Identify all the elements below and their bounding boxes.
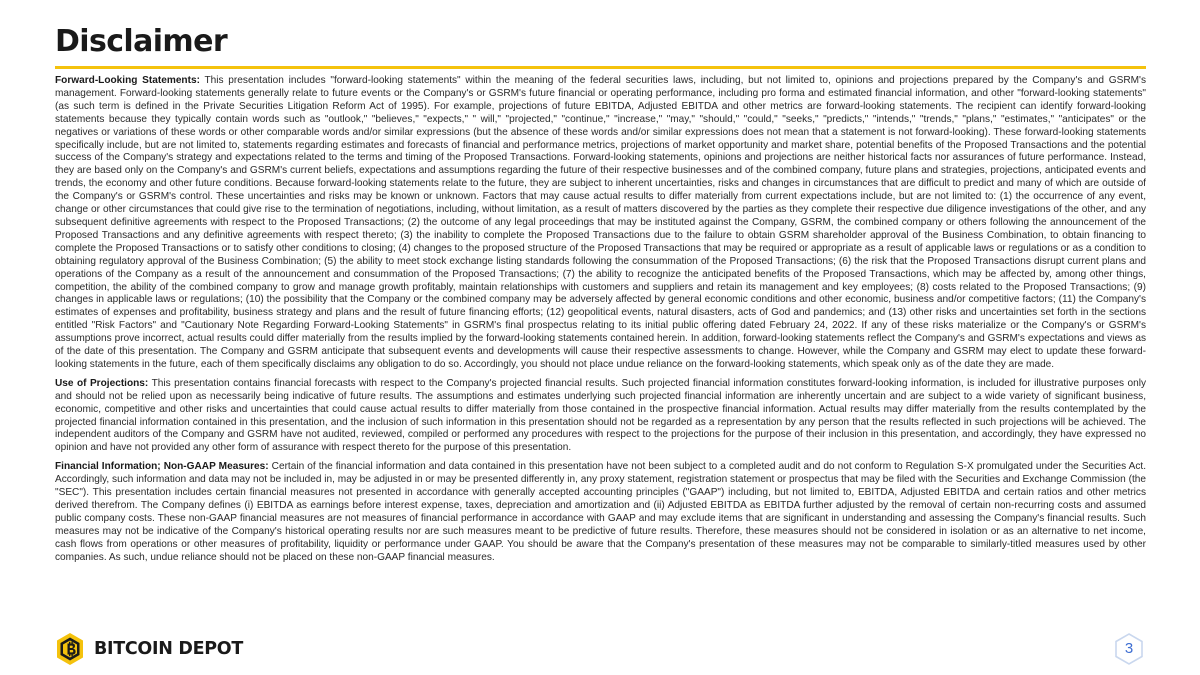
title-divider: [55, 66, 1146, 69]
section-heading: Use of Projections:: [55, 377, 149, 389]
disclaimer-body: [55, 75, 1146, 571]
page-title: Disclaimer: [55, 24, 228, 59]
bitcoin-depot-logo-icon: [55, 632, 85, 666]
non-gaap-paragraph: [55, 461, 1146, 564]
brand-name: BITCOIN DEPOT: [94, 639, 243, 659]
forward-looking-paragraph: [55, 75, 1146, 372]
page-number-badge: [1112, 632, 1146, 666]
section-text: Certain of the financial information and data contained in this presentation have not been subject to a completed audit and do not conform to Regulation S-X promulgated under the Securities Act. Accordingly, such information and data may not be included in, may be adjusted in or may be presented differently in, any proxy statement, registration statement or prospectus that may be filed with the Securities and Exchange Commission (the "SEC"). This presentation includes certain financial measures not presented in accordance with generally accepted accounting principles ("GAAP") including, but not limited to, EBITDA, Adjusted EBITDA and certain ratios and other metrics derived therefrom. The Company defines (i) EBITDA as earnings before interest expense, taxes, depreciation and amortization and (ii) Adjusted EBITDA as EBITDA further adjusted by the removal of certain non-recurring costs and assumed public company costs. These non-GAAP financial measures are not measures of financial performance in accordance with GAAP and may exclude items that are significant in understanding and assessing the Company's financial results. Such measures may not be indicative of the Company's historical operating results nor are such measures meant to be predictive of future results. Therefore, these measures should not be considered in isolation or as an alternative to net income, cash flows from operations or other measures of profitability, liquidity or performance under GAAP. You should be aware that the Company's presentation of these measures may not be comparable to similarly-titled measures used by other companies. As such, undue reliance should not be placed on these non-GAAP financial measures.: [55, 461, 1146, 563]
section-text: This presentation includes "forward-looking statements" within the meaning of the federal securities laws, including, but not limited to, opinions and projections prepared by the Company's and GSRM's management. Forward-looking statements generally relate to future events or the Company's or GSRM's future financial or operating performance, including pro forma and estimated financial information, and other "forward-looking statements" (as such term is defined in the Private Securities Litigation Reform Act of 1995). For example, projections of future EBITDA, Adjusted EBITDA and other metrics are forward-looking statements. The recipient can identify forward-looking statements because they typically contain words such as "outlook," "believes," "expects," " will," "projected," "continue," "increase," "may," "should," "could," "seeks," "predicts," "intends," "trends," "plans," "estimates," "anticipates" or the negatives or variations of these words or other comparable words and/or similar expressions (but the absence of these words and/or similar expressions does not mean that a statement is not forward-looking). These forward-looking statements specifically include, but are not limited to, statements regarding estimates and forecasts of financial and performance metrics, projections of market opportunity and market share, potential benefits of the Proposed Transactions and the potential success of the Company's strategy and expectations related to the terms and timing of the Proposed Transactions. Forward-looking statements, opinions and projections are neither historical facts nor assurances of future performance. Instead, they are based only on the Company's and GSRM's current beliefs, expectations and assumptions regarding the future of their respective businesses and of the combined company, future plans and strategies, projections, anticipated events and trends, the economy and other future conditions. Because forward-looking statements relate to the future, they are subject to inherent uncertainties, risks and changes in circumstances that are difficult to predict and many of which are outside of the Company's or GSRM's control. These uncertainties and risks may be known or unknown. Factors that may cause actual results to differ materially from current expectations include, but are not limited to: (1) the occurrence of any event, change or other circumstances that could give rise to the termination of negotiations, including, without limitation, as a result of matters discovered by the parties as they complete their respective due diligence investigations of the other, and any subsequent definitive agreements with respect to the Proposed Transactions; (2) the outcome of any legal proceedings that may be instituted against the Company, GSRM, the combined company or others following the announcement of the Proposed Transactions and any definitive agreements with respect thereto; (3) the inability to complete the Proposed Transactions due to the failure to obtain GSRM shareholder approval of the Business Combination, to obtain financing to complete the Proposed Transactions or to satisfy other conditions to closing; (4) changes to the proposed structure of the Proposed Transactions that may be required or appropriate as a result of applicable laws or regulations or as a condition to obtaining regulatory approval of the Business Combination; (5) the ability to meet stock exchange listing standards following the consummation of the Proposed Transactions; (6) the risk that the Proposed Transactions disrupt current plans and operations of the Company as a result of the announcement and consummation of the Proposed Transactions; (7) the ability to recognize the anticipated benefits of the Proposed Transactions, which may be affected by, among other things, competition, the ability of the combined company to grow and manage growth profitably, maintain relationships with customers and suppliers and retain its management and key employees; (8) costs related to the Proposed Transactions; (9) changes in applicable laws or regulations; (10) the possibility that the Company or the combined company may be adversely affected by general economic conditions and other economic, business and/or competitive factors; (11) the Company's estimates of expenses and profitability, business strategy and plans and the result of future financing efforts; (12) geopolitical events, natural disasters, acts of God and pandemics; and (13) other risks and uncertainties set forth in the sections entitled "Risk Factors" and "Cautionary Note Regarding Forward-Looking Statements" in GSRM's final prospectus relating to its initial public offering dated February 24, 2022. If any of these risks materialize or the Company's or GSRM's assumptions prove incorrect, actual results could differ materially from the results implied by the forward-looking statements contained herein. In addition, forward-looking statements reflect the Company's and GSRM's expectations and views as of the date of this presentation. The Company and GSRM anticipate that subsequent events and developments will cause their respective assessments to change. However, while the Company and GSRM may elect to update these forward-looking statements in the future, each of them specifically disclaims any obligation to do so. Accordingly, you should not place undue reliance on the forward-looking statements, which speak only as of the date they are made.: [55, 75, 1146, 370]
page-number: 3: [1124, 640, 1134, 657]
brand-logo: [55, 632, 243, 666]
projections-paragraph: [55, 378, 1146, 455]
section-heading: Financial Information; Non-GAAP Measures:: [55, 461, 269, 473]
section-heading: Forward-Looking Statements:: [55, 75, 200, 86]
section-text: This presentation contains financial forecasts with respect to the Company's projected financial results. Such projected financial information constitutes forward-looking information, is included for illustrative purposes only and should not be relied upon as necessarily being indicative of future results. The assumptions and estimates underlying such projected financial information are inherently uncertain and are subject to a wide variety of significant business, economic, competitive and other risks and uncertainties that could cause actual results to differ materially from those contained in the prospective financial information. Actual results may differ materially from the results contemplated by the projected financial information contained in this presentation, and the inclusion of such information in this presentation should not be regarded as a representation by any person that the results reflected in such projections will be achieved. The independent auditors of the Company and GSRM have not audited, reviewed, compiled or performed any procedures with respect to the projections for the purpose of their inclusion in this presentation, and accordingly, they have expressed no opinion and have not provided any other form of assurance with respect thereto for the purpose of this presentation.: [55, 377, 1147, 454]
